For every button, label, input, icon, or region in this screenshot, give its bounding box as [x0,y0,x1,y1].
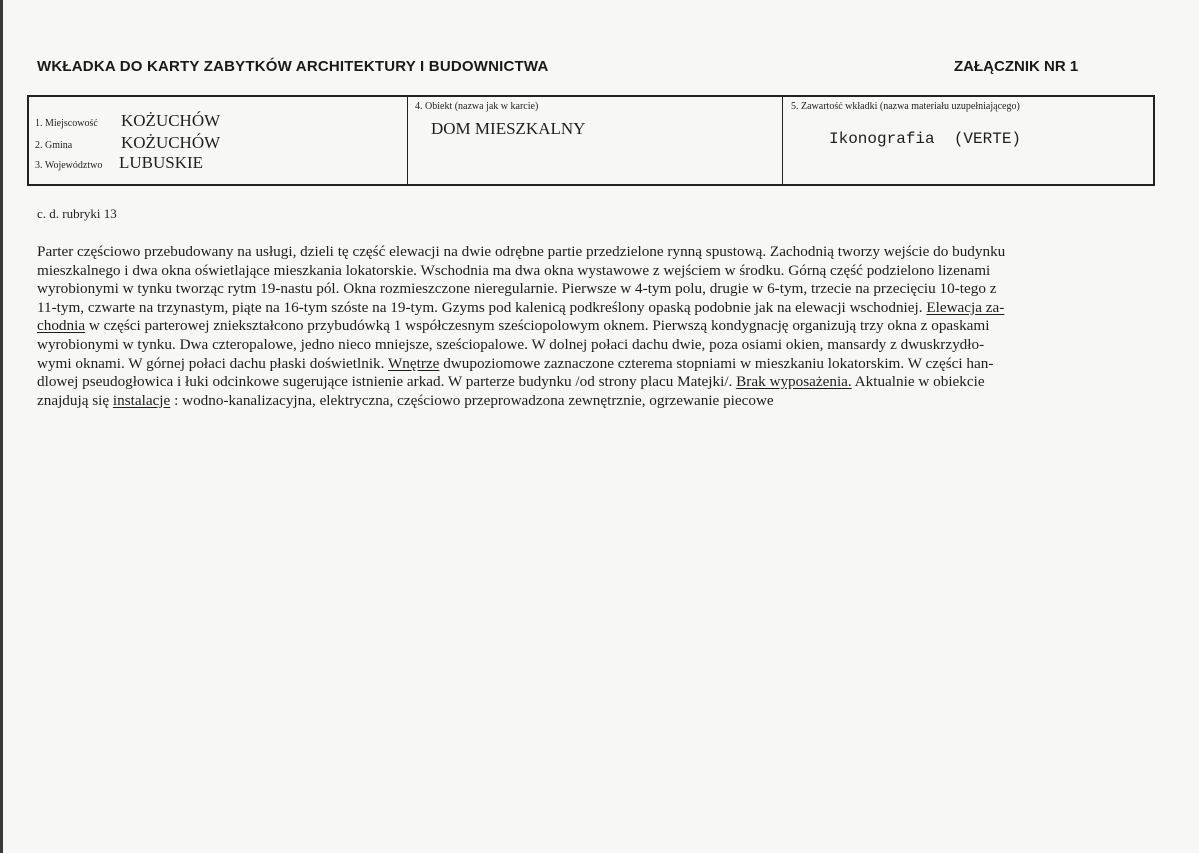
text-segment: wymi oknami. W górnej połaci dachu płaski doświetlnik. [37,354,385,372]
object-label: 4. Obiekt (nazwa jak w karcie) [415,101,539,112]
field-value: KOŻUCHÓW [121,111,221,130]
underlined-term: chodnia [37,317,86,335]
text-line: mieszkalnego i dwa okna oświetlające mieszkania lokatorskie. Wschodnia ma dwa okna wystawowe z wejściem w środku. Górną część podzielono lizenami [37,261,991,279]
text-segment: znajdują się [37,391,110,409]
field-label: 2. Gmina [35,140,73,151]
form-header-table [27,95,1155,186]
text-segment: : wodno-kanalizacyjna, elektryczna, częściowo przeprowadzona zewnętrznie, ogrzewanie piecowe [170,391,774,409]
underlined-term: Wnętrze [387,354,440,372]
annex-label: ZAŁĄCZNIK NR 1 [954,58,1079,75]
content-label: 5. Zawartość wkładki (nazwa materiału uzupełniającego) [791,101,1020,112]
field-commune [35,133,220,153]
text-line: wyrobionymi w tynku tworząc rytm 19-nastu pól. Okna rozmieszczone nieregularnie. Pierwsze w 4-tym polu, drugie w 6-tym, trzecie na przecięciu 10-tego z [37,280,997,298]
text-segment: dlowej pseudogłowica i łuki odcinkowe sugerujące istnienie arkad. W parterze budynku /od strony placu Matejki/. [37,373,733,391]
field-label: 1. Miejscowość [35,118,98,129]
text-segment: 11-tym, czwarte na trzynastym, piąte na 16-tym szóste na 19-tym. Gzyms pod kalenicą podkreślony opaską podobnie jak na elewacji wschodniej. [37,298,923,316]
text-segment: dwupoziomowe zaznaczone czterema stopniami w mieszkaniu lokatorskim. W części han- [439,354,994,372]
table-divider [407,97,408,184]
underlined-term: Brak wyposażenia. [736,373,852,391]
field-voivodeship [35,153,203,173]
description-text [37,243,1129,410]
field-locality [35,111,220,131]
field-value: KOŻUCHÓW [121,133,221,152]
field-value: LUBUSKIE [119,153,204,172]
text-line [37,299,1129,318]
document-title: WKŁADKA DO KARTY ZABYTKÓW ARCHITEKTURY I BUDOWNICTWA [37,58,549,75]
underlined-term: Elewacja za- [926,298,1005,316]
text-line [37,392,1129,411]
page-left-edge [0,0,3,853]
content-value: Ikonografia (VERTE) [829,130,1022,148]
text-line [37,317,1129,336]
underlined-term: instalacje [112,391,171,409]
table-divider [782,97,783,184]
text-line: wyrobionymi w tynku. Dwa czteropalowe, jedno nieco mniejsze, sześciopalowe. W dolnej połaci dachu dwie, poza osiami okien, mansardy z dwuskrzydło- [37,335,985,353]
text-segment: Aktualnie w obiekcie [851,373,985,391]
object-value: DOM MIESZKALNY [431,119,586,138]
text-segment: w części parterowej zniekształcono przybudówką 1 współczesnym sześciopolowym oknem. Pierwszą kondygnację organizują trzy okna z opaskami [85,317,990,335]
field-label: 3. Województwo [35,160,103,171]
continuation-note: c. d. rubryki 13 [37,206,117,221]
text-line [37,373,1129,392]
text-line [37,355,1129,374]
text-line: Parter częściowo przebudowany na usługi, dzieli tę część elewacji na dwie odrębne partie przedzielone rynną spustową. Zachodnią tworzy wejście do budynku [37,243,1006,260]
